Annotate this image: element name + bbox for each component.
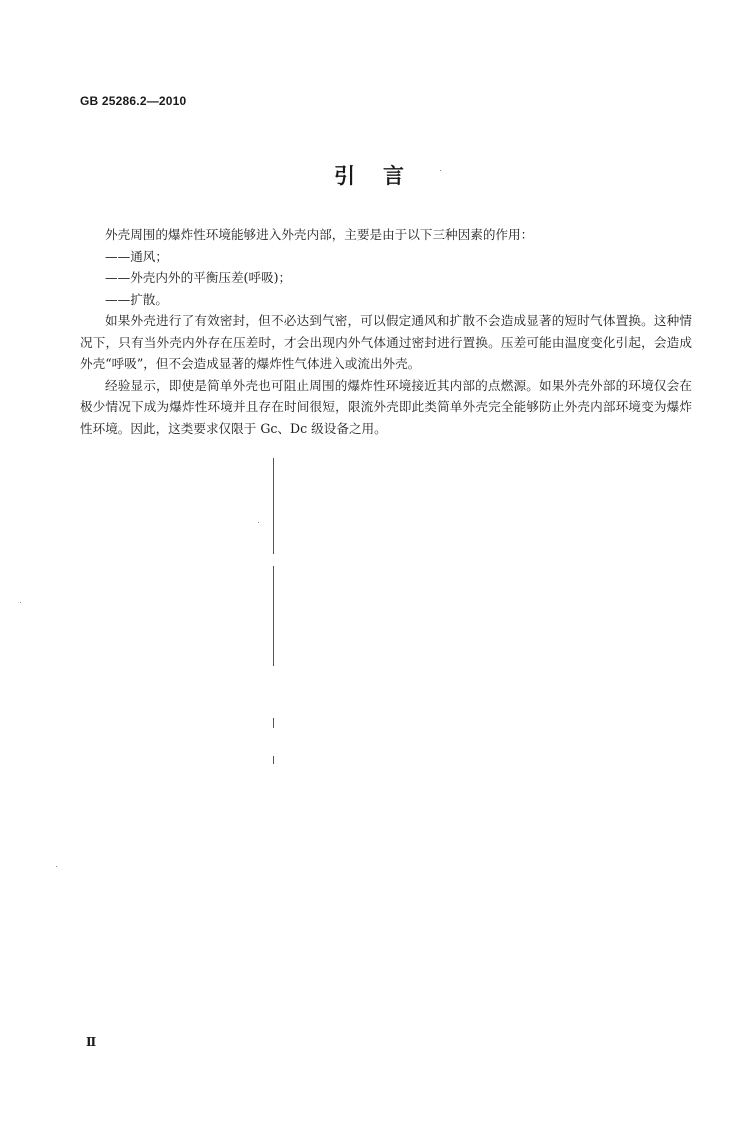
scan-artifact-line bbox=[273, 458, 274, 554]
standard-code: GB 25286.2—2010 bbox=[80, 94, 187, 108]
sealing-paragraph: 如果外壳进行了有效密封，但不必达到气密，可以假定通风和扩散不会造成显著的短时气体置换。这种情况下，只有当外壳内外存在压差时，才会出现内外气体通过密封进行置换。压差可能由温度变化引起，会造成外壳“呼吸”，但不会造成显著的爆炸性气体进入或流出外壳。 bbox=[80, 313, 692, 371]
experience-paragraph: 经验显示，即使是简单外壳也可阻止周围的爆炸性环境接近其内部的点燃源。如果外壳外部的环境仅会在极少情况下成为爆炸性环境并且存在时间很短，限流外壳即此类简单外壳完全能够防止外壳内部环境变为爆炸性环境。因此，这类要求仅限于 Gc、Dc 级设备之用。 bbox=[80, 377, 692, 436]
body-text bbox=[80, 224, 692, 439]
list-item-pressure-difference: ——外壳内外的平衡压差(呼吸)； bbox=[105, 270, 292, 285]
scan-speck bbox=[20, 602, 21, 603]
section-title: 引言 bbox=[334, 163, 432, 188]
page-number: Ⅱ bbox=[86, 1035, 97, 1049]
list-item-diffusion: ——扩散。 bbox=[105, 291, 168, 307]
scan-artifact-line bbox=[273, 566, 274, 666]
scan-artifact-line bbox=[273, 718, 274, 728]
list-item-ventilation: ——通风； bbox=[105, 248, 168, 264]
scan-speck bbox=[258, 522, 259, 523]
intro-paragraph: 外壳周围的爆炸性环境能够进入外壳内部，主要是由于以下三种因素的作用： bbox=[105, 227, 534, 242]
scan-speck bbox=[440, 170, 441, 171]
scan-speck bbox=[56, 866, 57, 867]
scan-artifact-line bbox=[273, 756, 274, 764]
